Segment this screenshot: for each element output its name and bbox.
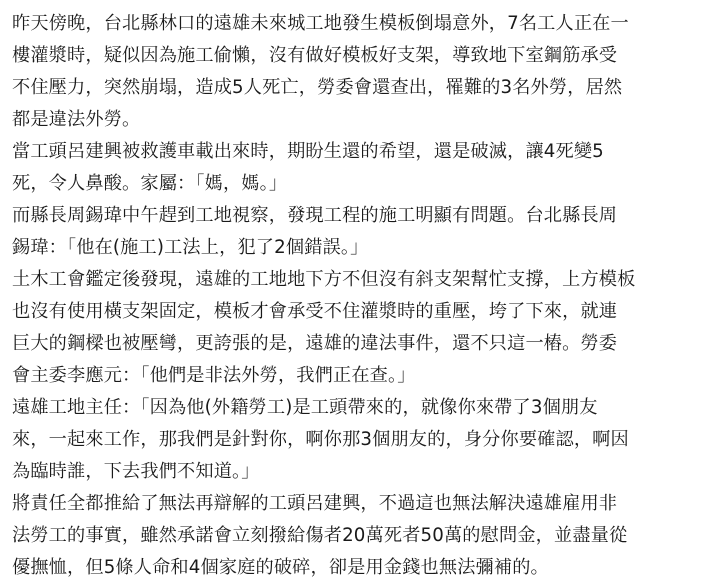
- article-line: 將責任全都推給了無法再辯解的工頭呂建興，不過這也無法解決遠雄雇用非: [12, 493, 618, 514]
- article-line: 昨天傍晚，台北縣林口的遠雄未來城工地發生模板倒塌意外，7名工人正在一: [12, 13, 629, 34]
- article-line: 也沒有使用橫支架固定，模板才會承受不住灌漿時的重壓，垮了下來，就連: [12, 301, 618, 322]
- article-line: 土木工會鑑定後發現，遠雄的工地地下方不但沒有斜支架幫忙支撐，上方模板: [12, 269, 636, 290]
- article-line: 都是違法外勞。: [12, 109, 141, 130]
- article-line: 巨大的鋼樑也被壓彎，更誇張的是，遠雄的違法事件，還不只這一樁。勞委: [12, 333, 618, 354]
- article-line: 為臨時誰，下去我們不知道。」: [12, 461, 260, 482]
- article-line: 遠雄工地主任：「因為他(外籍勞工)是工頭帶來的，就像你來帶了3個朋友: [12, 397, 598, 418]
- article-line: 會主委李應元：「他們是非法外勞，我們正在查。」: [12, 365, 416, 386]
- article-line: 當工頭呂建興被救護車載出來時，期盼生還的希望，還是破滅，讓4死變5: [12, 141, 604, 162]
- article-line: 錫瑋：「他在(施工)工法上，犯了2個錯誤。」: [12, 237, 369, 258]
- article-line: 法勞工的事實，雖然承諾會立刻撥給傷者20萬死者50萬的慰問金，並盡量從: [12, 525, 628, 546]
- article-line: 死，令人鼻酸。家屬：「媽，媽。」: [12, 173, 288, 194]
- article-line: 優撫恤，但5條人命和4個家庭的破碎，卻是用金錢也無法彌補的。: [12, 557, 549, 578]
- article-line: 樓灌漿時，疑似因為施工偷懶，沒有做好模板好支架，導致地下室鋼筋承受: [12, 45, 618, 66]
- article-line: 不住壓力，突然崩塌，造成5人死亡，勞委會還查出，罹難的3名外勞，居然: [12, 77, 623, 98]
- article-line: 來，一起來工作，那我們是針對你，啊你那3個朋友的，身分你要確認，啊因: [12, 429, 629, 450]
- article-line: 而縣長周錫瑋中午趕到工地視察，發現工程的施工明顯有問題。台北縣長周: [12, 205, 618, 226]
